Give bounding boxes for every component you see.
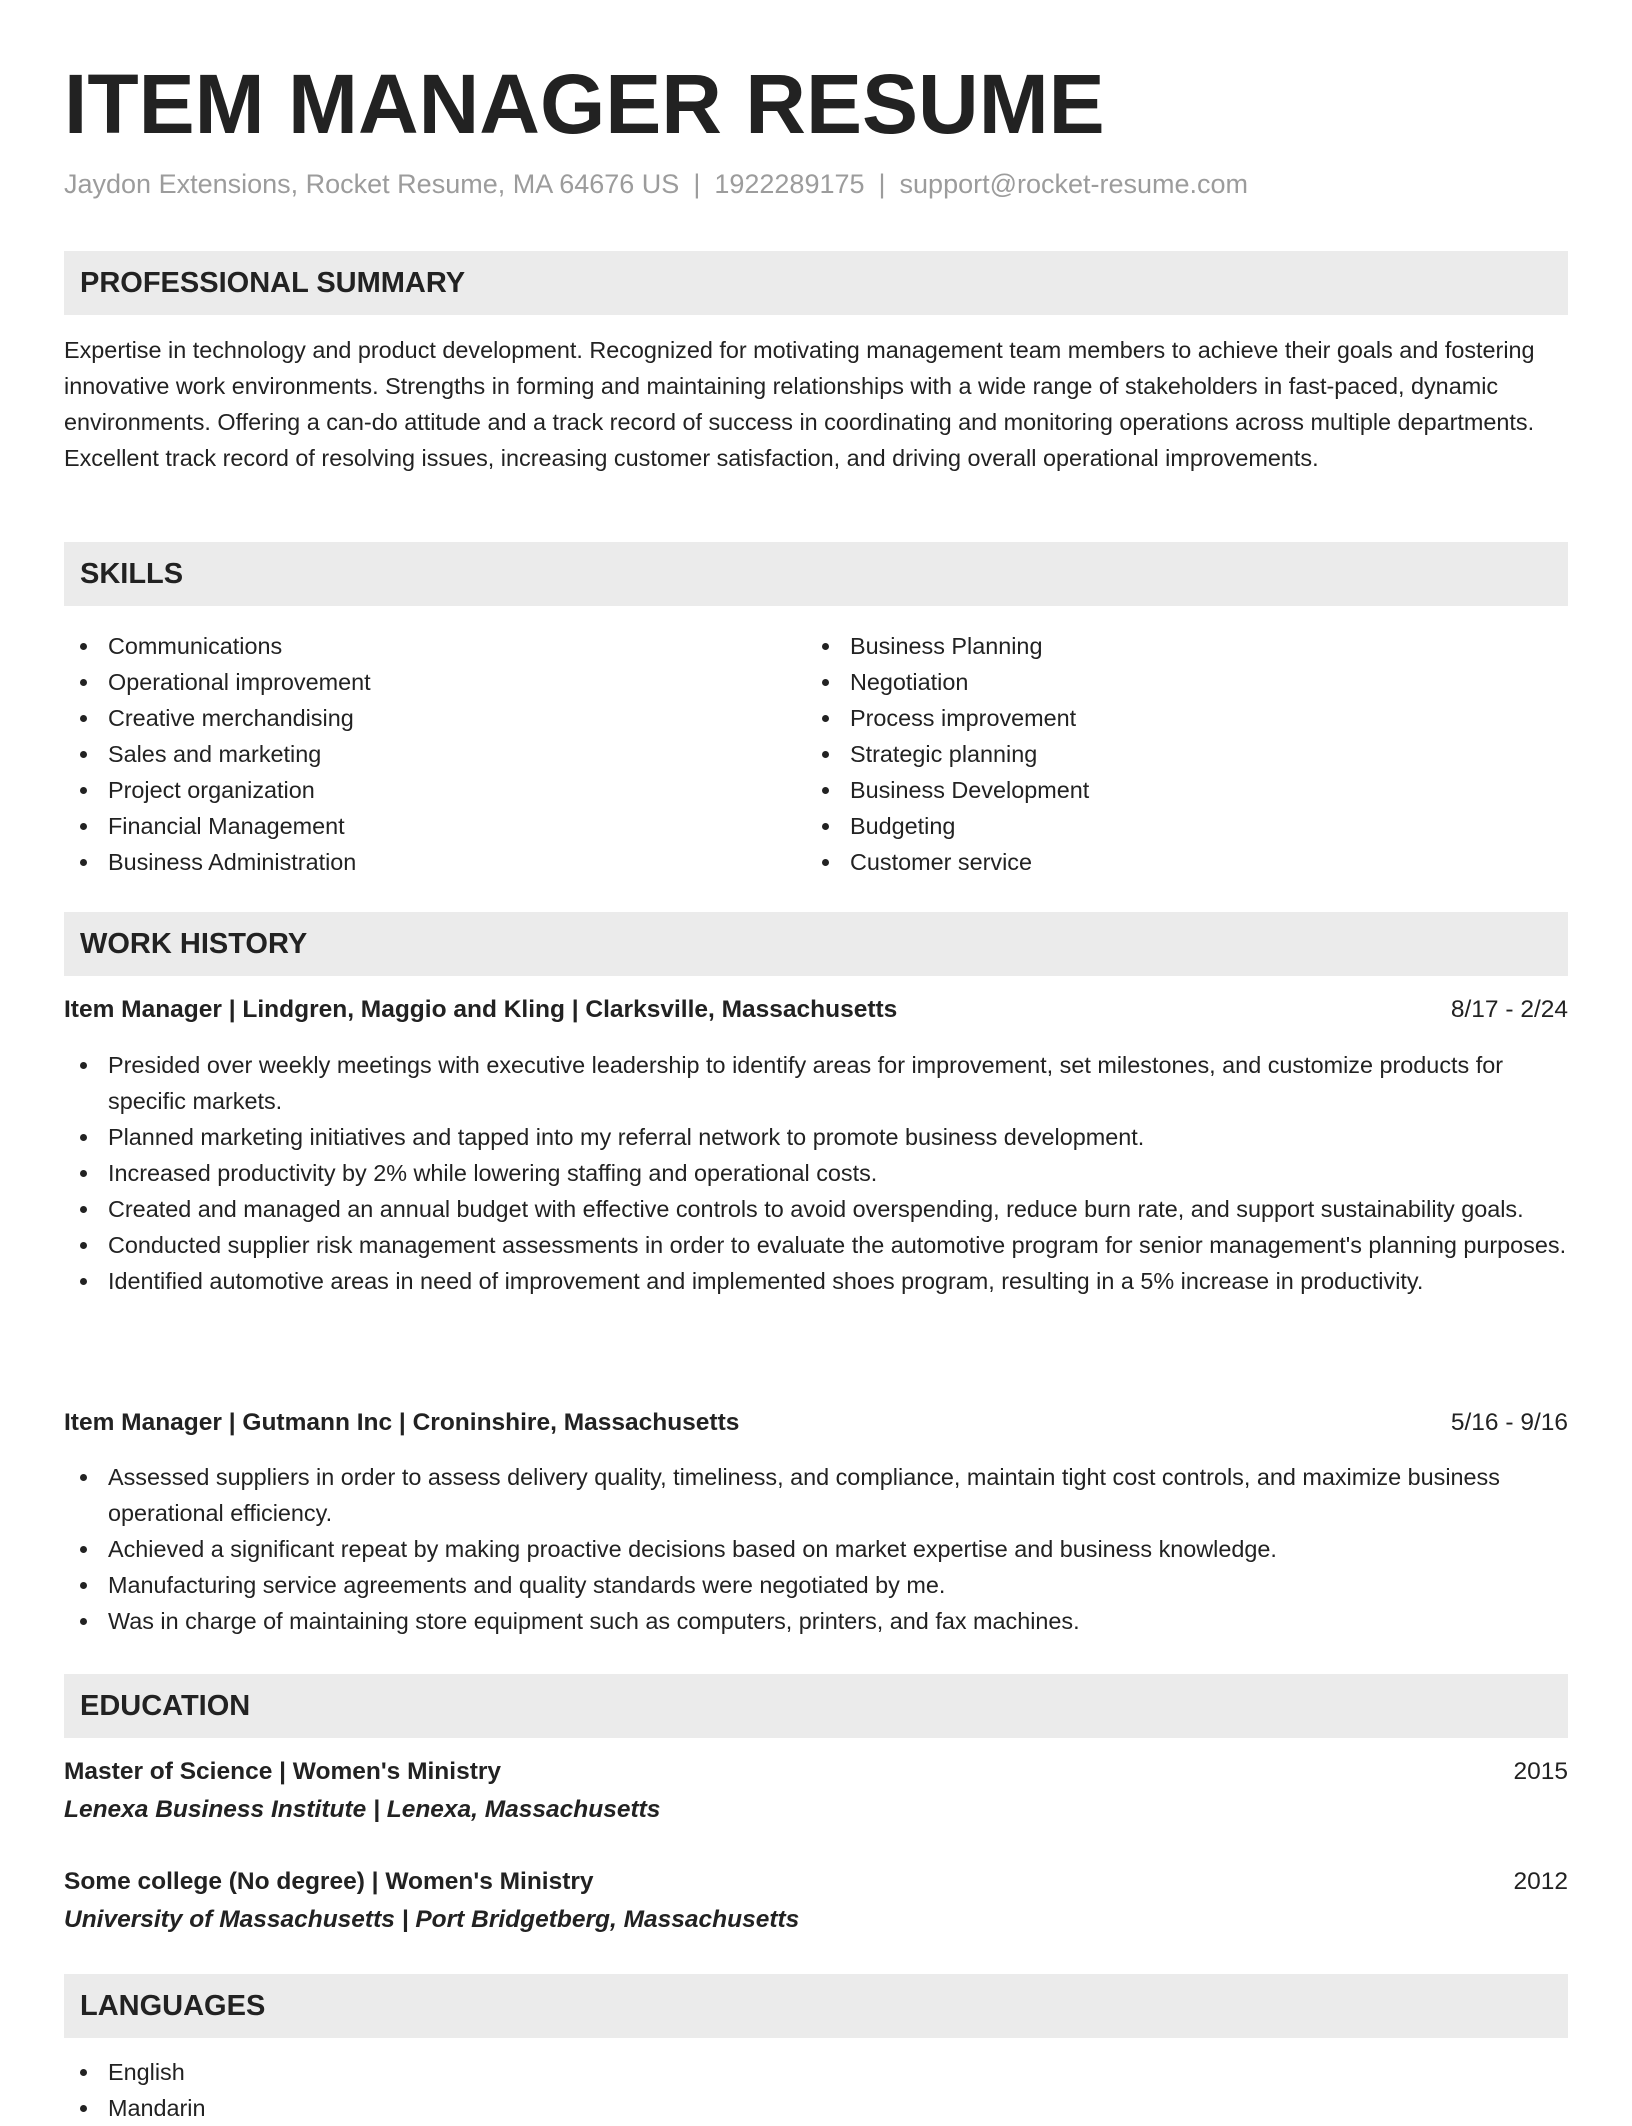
job-bullet: Planned marketing initiatives and tapped into my referral network to promote business development. [64,1119,1568,1155]
job-bullet: Increased productivity by 2% while lowering staffing and operational costs. [64,1155,1568,1191]
section-header-education: EDUCATION [64,1674,1568,1738]
section-header-languages: LANGUAGES [64,1974,1568,2038]
education-school: University of Massachusetts | Port Bridgetberg, Massachusetts [64,1906,800,1933]
job-bullet: Assessed suppliers in order to assess delivery quality, timeliness, and compliance, maintain tight cost controls, and maximize business operational efficiency. [64,1459,1568,1531]
contact-phone: 1922289175 [714,169,865,199]
job-bullet: Manufacturing service agreements and quality standards were negotiated by me. [64,1567,1568,1603]
job-bullet: Created and managed an annual budget with effective controls to avoid overspending, reduce burn rate, and support sustainability goals. [64,1191,1568,1227]
section-header-skills: SKILLS [64,542,1568,606]
job-title: Item Manager | Lindgren, Maggio and Kling | Clarksville, Massachusetts [64,996,898,1023]
skill-item: Strategic planning [806,736,1506,772]
job-bullets [64,1047,1568,1299]
skill-item: Business Planning [806,628,1506,664]
skill-item: Customer service [806,844,1506,880]
skill-item: Operational improvement [64,664,764,700]
resume-title: ITEM MANAGER RESUME [64,57,1105,151]
skills-column-right [806,628,1506,880]
skill-item: Budgeting [806,808,1506,844]
job-bullet: Identified automotive areas in need of improvement and implemented shoes program, resulting in a 5% increase in productivity. [64,1263,1568,1299]
education-heading [64,1754,1568,1790]
job-bullet: Was in charge of maintaining store equipment such as computers, printers, and fax machines. [64,1603,1568,1639]
section-header-summary: PROFESSIONAL SUMMARY [64,251,1568,315]
job-bullets [64,1459,1568,1639]
contact-separator: | [878,169,886,199]
job-bullet: Presided over weekly meetings with executive leadership to identify areas for improvement, set milestones, and customize products for specific markets. [64,1047,1568,1119]
language-item: English [64,2054,764,2090]
skill-item: Communications [64,628,764,664]
skill-item: Business Administration [64,844,764,880]
skill-item: Business Development [806,772,1506,808]
summary-text: Expertise in technology and product development. Recognized for motivating management team members to achieve their goals and fostering innovative work environments. Strengths in forming and maintaining relationships with a wide range of stakeholders in fast-paced, dynamic environments. Offering a can-do attitude and a track record of success in coordinating and monitoring operations across multiple departments. Excellent track record of resolving issues, increasing customer satisfaction, and driving overall operational improvements. [64,337,1535,471]
job-bullet: Conducted supplier risk management assessments in order to evaluate the automotive program for senior management's planning purposes. [64,1227,1568,1263]
contact-address: Jaydon Extensions, Rocket Resume, MA 64676 US [64,169,680,199]
education-degree: Some college (No degree) | Women's Ministry [64,1868,594,1895]
job-heading [64,992,1568,1028]
job-title: Item Manager | Gutmann Inc | Croninshire, Massachusetts [64,1409,740,1436]
skill-item: Project organization [64,772,764,808]
education-heading [64,1864,1568,1900]
job-bullet: Achieved a significant repeat by making proactive decisions based on market expertise and business knowledge. [64,1531,1568,1567]
contact-line [64,166,1248,202]
skills-list-left [64,628,764,880]
education-year: 2012 [1513,1868,1568,1895]
skill-item: Sales and marketing [64,736,764,772]
job-dates: 5/16 - 9/16 [1450,1409,1568,1436]
education-degree: Master of Science | Women's Ministry [64,1758,502,1785]
job-heading [64,1405,1568,1441]
contact-separator: | [693,169,701,199]
languages-list [64,2054,764,2126]
skill-item: Negotiation [806,664,1506,700]
section-header-work-history: WORK HISTORY [64,912,1568,976]
skill-item: Process improvement [806,700,1506,736]
education-school: Lenexa Business Institute | Lenexa, Massachusetts [64,1796,661,1823]
job-dates: 8/17 - 2/24 [1450,996,1568,1023]
education-year: 2015 [1513,1758,1568,1785]
contact-email: support@rocket-resume.com [899,169,1249,199]
skill-item: Financial Management [64,808,764,844]
skill-item: Creative merchandising [64,700,764,736]
language-item: Mandarin [64,2090,764,2126]
skills-list-right [806,628,1506,880]
skills-column-left [64,628,764,880]
